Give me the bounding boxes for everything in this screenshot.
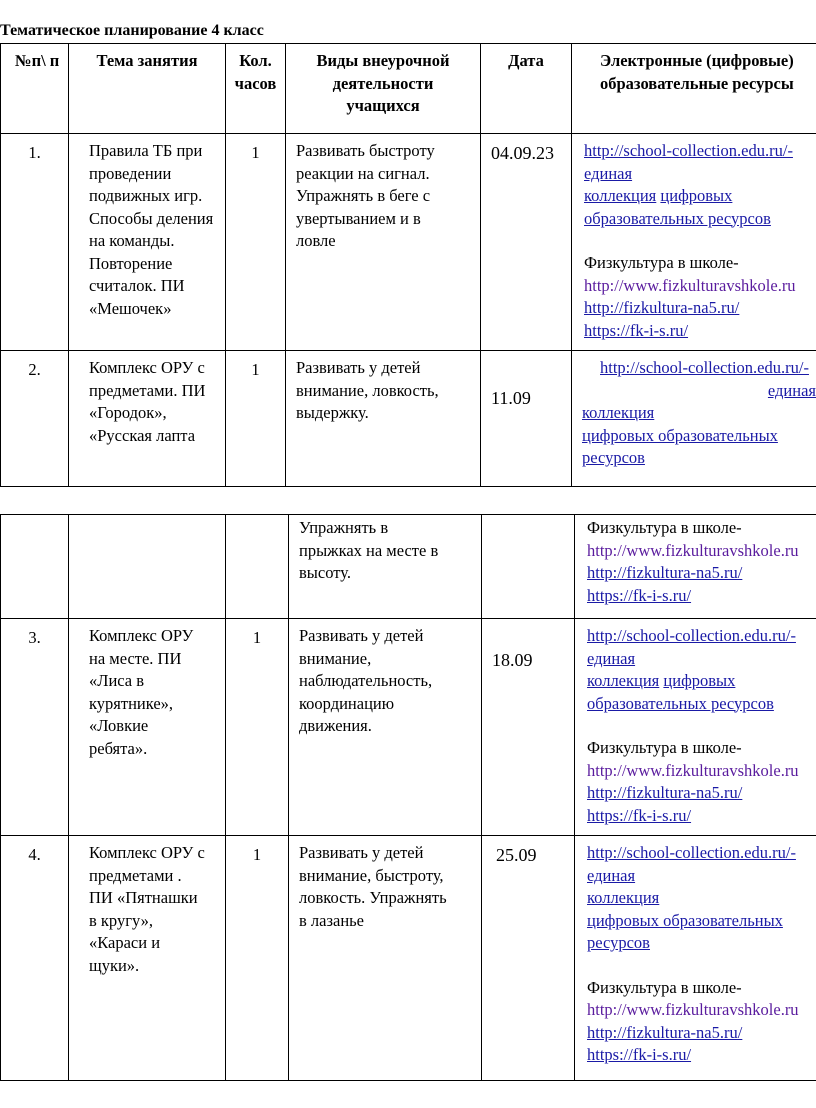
table-row (1, 619, 816, 836)
row-resources (575, 619, 816, 836)
plan-table-page-2 (0, 514, 816, 1081)
fizkultura-school-link[interactable]: http://www.fizkulturavshkole.ru (587, 760, 799, 780)
header-activities: Виды внеурочной деятельности учащихся (286, 44, 481, 134)
table-row (1, 134, 816, 351)
edinaya-link[interactable]: единая (584, 163, 633, 183)
row-hours: 1 (226, 836, 289, 1081)
header-resources: Электронные (цифровые) образовательные ресурсы (572, 44, 816, 134)
row-number: 1. (1, 134, 69, 351)
row-resources (572, 351, 816, 487)
tsifrovykh-link[interactable]: цифровых (663, 671, 736, 690)
row-activities: Развивать у детей внимание, наблюдательность, координацию движения. (289, 619, 482, 836)
row-activities: Упражнять в прыжках на месте в высоту. (289, 515, 482, 619)
tsifr-obraz-link[interactable]: цифровых образовательных (587, 910, 783, 930)
row-date: 11.09 (481, 351, 572, 487)
edinaya-link[interactable]: единая (587, 865, 636, 885)
fizkultura-na5-link[interactable]: http://fizkultura-na5.ru/ (587, 563, 743, 582)
fk-i-s-link[interactable]: https://fk-i-s.ru/ (587, 1045, 692, 1064)
obraz-res-link[interactable]: образовательных ресурсов (584, 208, 771, 228)
tsifrovykh-link[interactable]: цифровых (660, 186, 733, 205)
row-number: 3. (1, 619, 69, 836)
tsifr-obraz-link[interactable]: цифровых образовательных (582, 425, 778, 445)
row-activities: Развивать у детей внимание, ловкость, выдержку. (286, 351, 481, 487)
row-resources (575, 515, 816, 619)
obraz-res-link[interactable]: образовательных ресурсов (587, 693, 774, 713)
fk-i-s-link[interactable]: https://fk-i-s.ru/ (587, 805, 692, 825)
resursov-link[interactable]: ресурсов (587, 933, 650, 952)
row-topic (69, 515, 226, 619)
table-row (1, 351, 816, 487)
fizkultura-school-link[interactable]: http://www.fizkulturavshkole.ru (587, 1000, 799, 1019)
row-number (1, 515, 69, 619)
row-date (482, 515, 575, 619)
school-collection-link[interactable]: http://school-collection.edu.ru/- (584, 141, 793, 160)
header-num: №п\ п (1, 44, 69, 134)
fizkultura-label: Физкультура в школе- (587, 977, 742, 997)
row-hours (226, 515, 289, 619)
school-collection-link[interactable]: http://school-collection.edu.ru/- (587, 843, 796, 862)
fk-i-s-link[interactable]: https://fk-i-s.ru/ (587, 585, 692, 605)
kollektsiya-link[interactable]: коллекция (587, 888, 660, 907)
school-collection-link[interactable]: http://school-collection.edu.ru/- (587, 626, 796, 645)
table-row (1, 836, 816, 1081)
kollektsiya-link[interactable]: коллекция (584, 186, 657, 205)
fizkultura-na5-link[interactable]: http://fizkultura-na5.ru/ (587, 783, 743, 802)
row-hours: 1 (226, 619, 289, 836)
kollektsiya-link[interactable]: коллекция (587, 671, 660, 690)
fizkultura-na5-link[interactable]: http://fizkultura-na5.ru/ (587, 1022, 743, 1042)
row-activities: Развивать быстроту реакции на сигнал. Упражнять в беге с увертыванием и в ловле (286, 134, 481, 351)
row-topic: Комплекс ОРУ на месте. ПИ «Лиса в курятнике», «Ловкие ребята». (69, 619, 226, 836)
edinaya-link[interactable]: единая (767, 380, 816, 400)
row-topic: Правила ТБ при проведении подвижных игр. Способы деления на команды. Повторение считалок. ПИ «Мешочек» (69, 134, 226, 351)
kollektsiya-link[interactable]: коллекция (582, 403, 655, 422)
header-topic: Тема занятия (69, 44, 226, 134)
document-title: Тематическое планирование 4 класс (0, 22, 264, 39)
fizkultura-label: Физкультура в школе- (584, 253, 739, 272)
row-activities: Развивать у детей внимание, быстроту, ловкость. Упражнять в лазанье (289, 836, 482, 1081)
header-hours: Кол. часов (226, 44, 286, 134)
table-row (1, 515, 816, 619)
edinaya-link[interactable]: единая (587, 648, 636, 668)
fk-i-s-link[interactable]: https://fk-i-s.ru/ (584, 320, 689, 340)
row-topic: Комплекс ОРУ с предметами . ПИ «Пятнашки в кругу», «Караси и щуки». (69, 836, 226, 1081)
row-topic: Комплекс ОРУ с предметами. ПИ «Городок», «Русская лапта (69, 351, 226, 487)
header-date: Дата (481, 44, 572, 134)
fizkultura-label: Физкультура в школе- (587, 518, 742, 537)
fizkultura-na5-link[interactable]: http://fizkultura-na5.ru/ (584, 298, 740, 317)
resursov-link[interactable]: ресурсов (582, 448, 645, 467)
fizkultura-school-link[interactable]: http://www.fizkulturavshkole.ru (587, 540, 799, 560)
fizkultura-school-link[interactable]: http://www.fizkulturavshkole.ru (584, 275, 796, 295)
row-number: 4. (1, 836, 69, 1081)
row-hours: 1 (226, 134, 286, 351)
table-header-row (1, 44, 816, 134)
row-hours: 1 (226, 351, 286, 487)
row-resources (572, 134, 816, 351)
row-number: 2. (1, 351, 69, 487)
plan-table-page-1 (0, 43, 816, 487)
school-collection-link[interactable]: http://school-collection.edu.ru/- (600, 358, 809, 377)
fizkultura-label: Физкультура в школе- (587, 738, 742, 757)
row-resources (575, 836, 816, 1081)
row-date: 04.09.23 (481, 134, 572, 351)
row-date: 18.09 (482, 619, 575, 836)
row-date: 25.09 (482, 836, 575, 1081)
